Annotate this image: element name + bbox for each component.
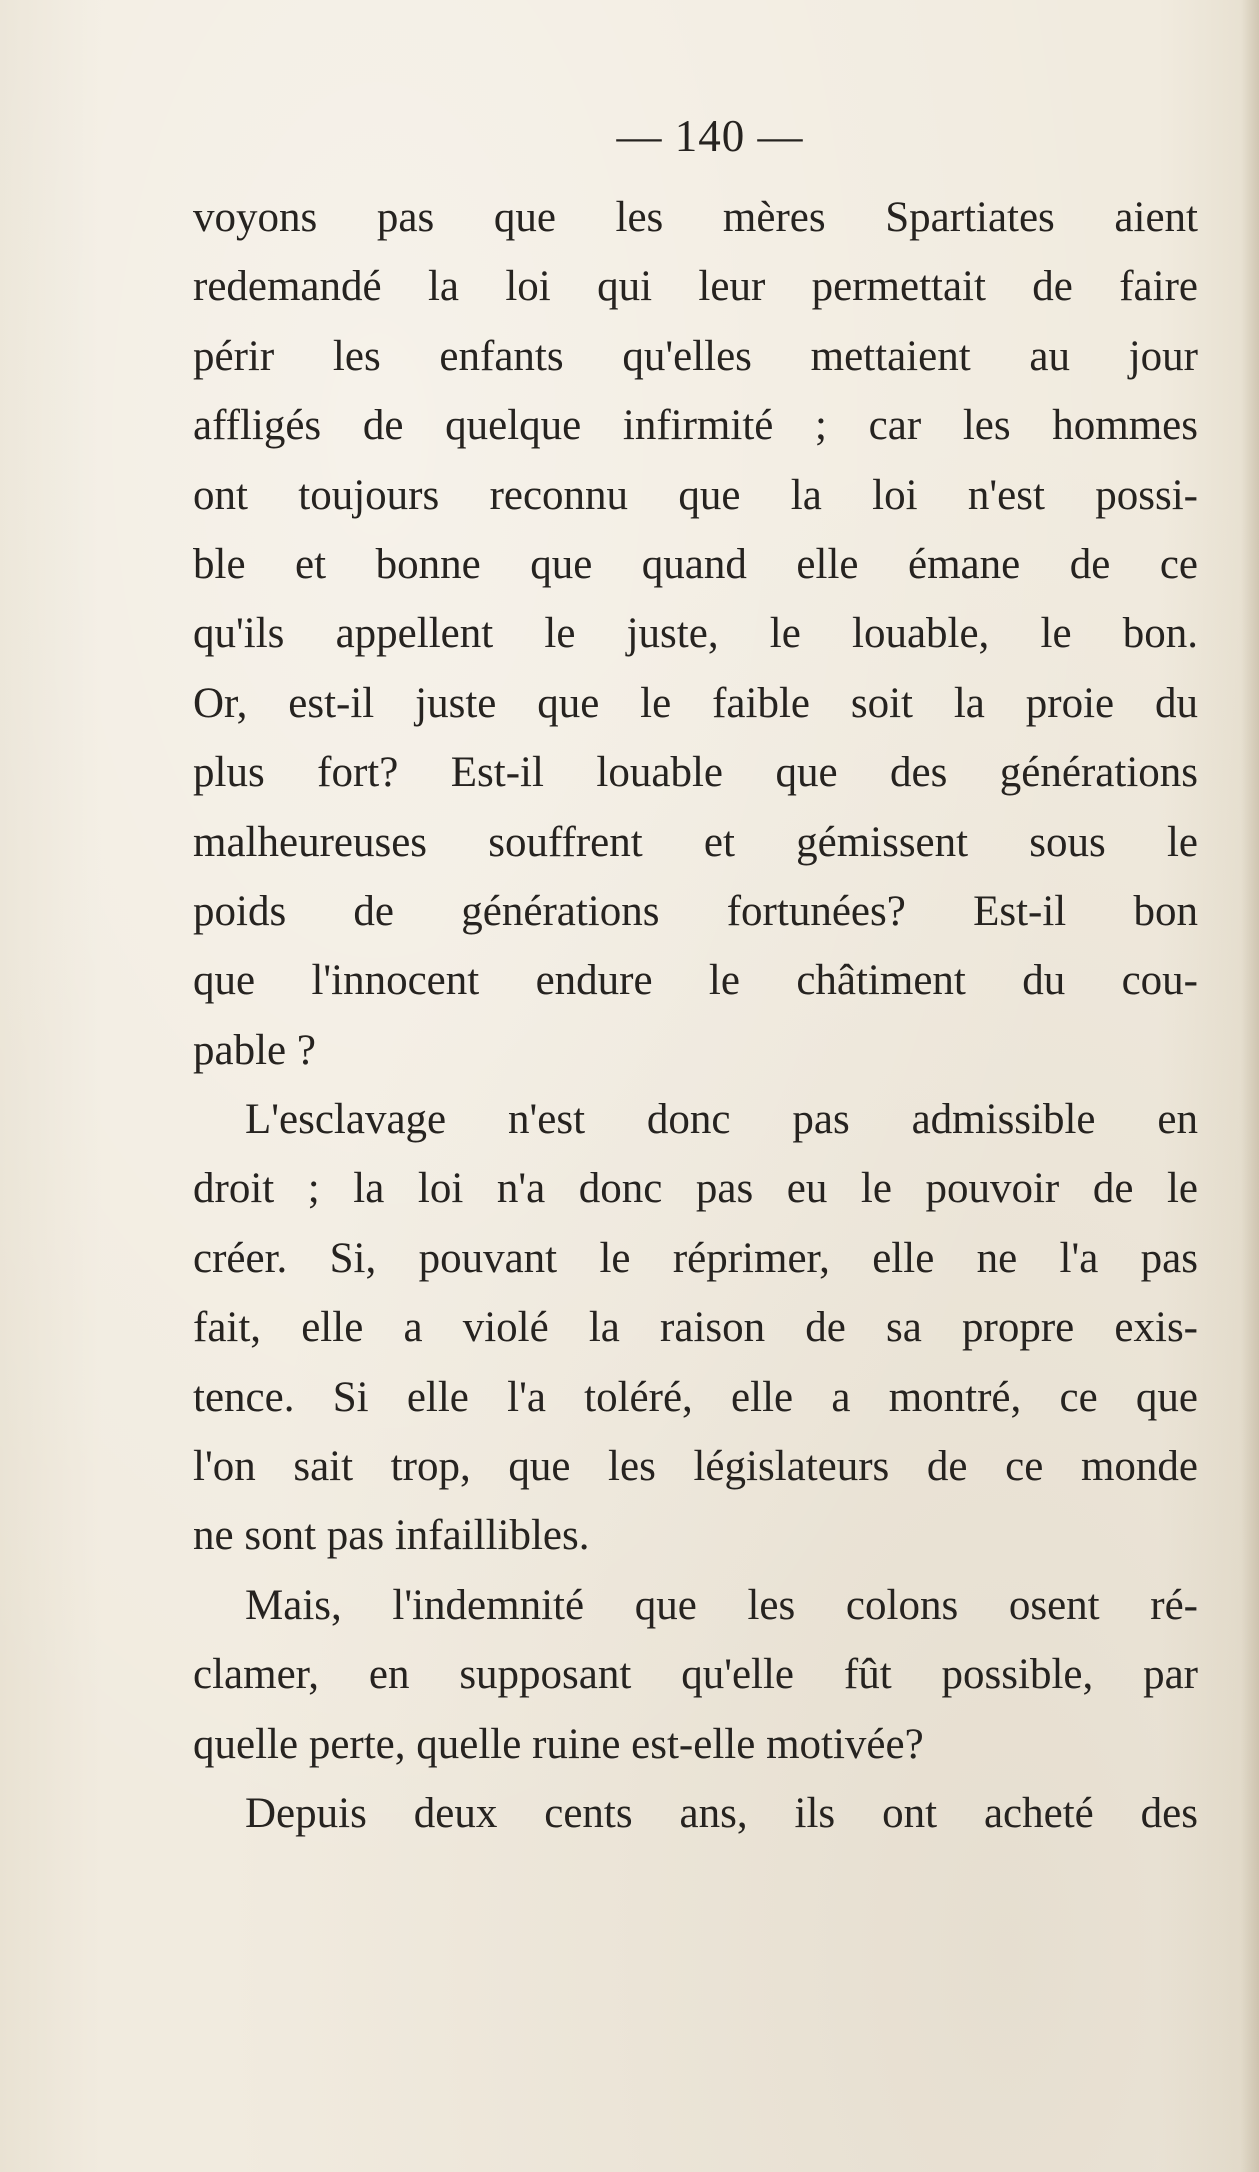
text-line: plus fort? Est-il louable que des générations [193,749,1198,797]
text-line: Mais, l'indemnité que les colons osent ré- [245,1581,1198,1629]
text-line: ble et bonne que quand elle émane de ce [193,540,1198,588]
page-number: — 140 — [616,111,804,161]
text-line: droit ; la loi n'a donc pas eu le pouvoir de le [193,1165,1198,1213]
text-line: ont toujours reconnu que la loi n'est possi- [193,471,1198,519]
text-line: poids de générations fortunées? Est-il bon [193,887,1198,935]
text-line: tence. Si elle l'a toléré, elle a montré, ce que [193,1373,1198,1421]
text-line: affligés de quelque infirmité ; car les hommes [193,402,1198,450]
text-line: périr les enfants qu'elles mettaient au jour [193,332,1198,380]
text-line: qu'ils appellent le juste, le louable, le bon. [193,610,1198,658]
text-line: redemandé la loi qui leur permettait de faire [193,263,1198,311]
text-line: que l'innocent endure le châtiment du cou- [193,957,1198,1005]
body-text [193,183,1198,1848]
text-line: fait, elle a violé la raison de sa propre exis- [193,1304,1198,1352]
text-line: malheureuses souffrent et gémissent sous le [193,818,1198,866]
text-line: quelle perte, quelle ruine est-elle motivée? [193,1720,924,1768]
text-line: l'on sait trop, que les législateurs de ce monde [193,1443,1198,1491]
text-line: Depuis deux cents ans, ils ont acheté des [245,1789,1198,1837]
text-line: Or, est-il juste que le faible soit la proie du [193,679,1198,727]
page-edge-shadow [1241,0,1259,2172]
text-line: L'esclavage n'est donc pas admissible en [245,1096,1198,1144]
text-line: créer. Si, pouvant le réprimer, elle ne l'a pas [193,1234,1198,1282]
text-line: clamer, en supposant qu'elle fût possible, par [193,1651,1198,1699]
text-line: pable ? [193,1026,316,1074]
text-line: ne sont pas infaillibles. [193,1512,590,1560]
text-line: voyons pas que les mères Spartiates aient [193,194,1198,241]
